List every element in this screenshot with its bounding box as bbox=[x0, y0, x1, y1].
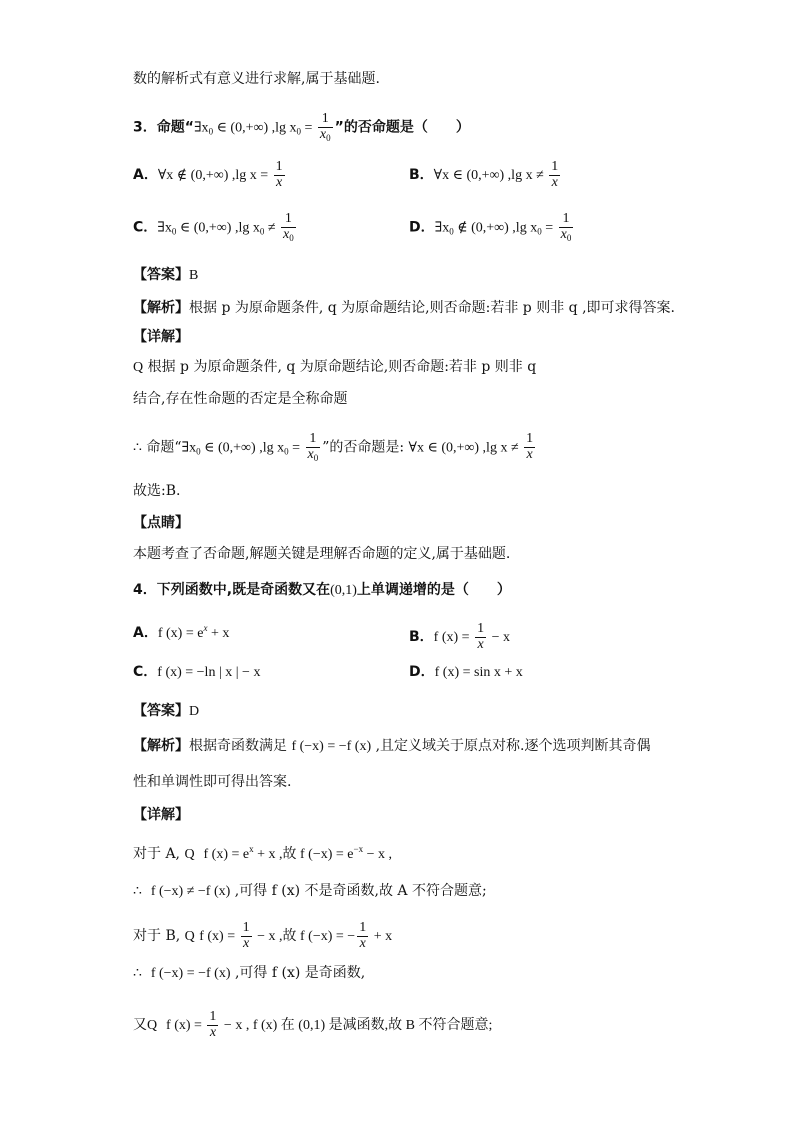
detail-line-3: ∴ 命题“$\exists x_0$ ∈ (0,+∞) ,lg $x_0$ = $\frac{1}{x_0}$ ”的否命题是: ∀x ∈ (0,+∞) ,lg x ≠ $\frac{1}{x}$ bbox=[133, 431, 534, 463]
option-b[interactable]: B．∀x ∈ (0,+∞) ,lg x ≠ $\frac{1}{x}$ bbox=[409, 159, 559, 190]
comment-heading: 【点睛】 bbox=[133, 515, 189, 531]
question-3-stem: 3．命题“$\exists x_0$ ∈ (0,+∞) ,lg $x_0$ = $\frac{1}{x_0}$ ”的否命题是（ ） bbox=[133, 111, 470, 143]
detail-heading: 【详解】 bbox=[133, 807, 189, 823]
option-d[interactable]: D．$\exists x_0$ ∉ (0,+∞) ,lg $x_0$ = $\frac{1}{x_0}$ bbox=[409, 211, 572, 243]
detail-line-2: 结合,存在性命题的否定是全称命题 bbox=[133, 391, 348, 407]
because-symbol: Q bbox=[133, 360, 144, 375]
fraction: $\frac{1}{x_0}$ bbox=[319, 111, 331, 143]
option-a[interactable]: A．f $(x) = e^x + x$ bbox=[133, 623, 230, 641]
detail-line-a2: ∴ f (−x) ≠ −f (x) ,可得 f (x) 不是奇函数,故 A 不符合题意; bbox=[133, 883, 487, 899]
option-c[interactable]: C．$\exists x_0$ ∈ (0,+∞) ,lg $x_0$ ≠ $\frac{1}{x_0}$ bbox=[133, 211, 294, 243]
detail-line-b3: 又Q f (x) = $\frac{1}{x}$ − x , f (x) 在 (0,1) 是减函数,故 B 不符合题意; bbox=[133, 1009, 493, 1040]
question-4-stem: 4．下列函数中,既是奇函数又在(0,1)上单调递增的是（ ） bbox=[133, 582, 511, 598]
detail-line-b2: ∴ f (−x) = −f (x) ,可得 f (x) 是奇函数, bbox=[133, 965, 366, 981]
paragraph-continuation: 数的解析式有意义进行求解,属于基础题. bbox=[133, 71, 380, 87]
detail-line-b1: 对于 B, Q f (x) = $\frac{1}{x}$ − x ,故 f (−x) = − $\frac{1}{x}$ + x bbox=[133, 920, 393, 951]
answer-line: 【答案】D bbox=[133, 703, 200, 719]
detail-heading: 【详解】 bbox=[133, 329, 189, 345]
answer-line: 【答案】B bbox=[133, 267, 199, 283]
because-symbol: Q bbox=[184, 929, 195, 945]
option-a[interactable]: A．∀x ∉ (0,+∞) ,lg x = $\frac{1}{x}$ bbox=[133, 159, 283, 190]
answer-value: D bbox=[189, 704, 200, 719]
analysis-line-1: 【解析】根据奇函数满足 f (−x) = −f (x) ,且定义域关于原点对称.逐个选项判断其奇偶 bbox=[133, 738, 651, 754]
detail-line-1: Q 根据 p 为原命题条件, q 为原命题结论,则否命题:若非 p 则非 q bbox=[133, 359, 537, 375]
detail-line-a1: 对于 A, Q f $(x) = e^x + x$ ,故 f $(-x) = e^{-x} - x$ , bbox=[133, 844, 392, 862]
option-c[interactable]: C．f (x) = −ln | x | − x bbox=[133, 664, 261, 680]
option-b[interactable]: B．f (x) = $\frac{1}{x}$ − x bbox=[409, 621, 510, 652]
question-number: 3． bbox=[133, 119, 157, 136]
conclusion-line: 故选:B. bbox=[133, 483, 181, 499]
option-d[interactable]: D．f (x) = sin x + x bbox=[409, 664, 523, 680]
analysis-line-2: 性和单调性即可得出答案. bbox=[133, 774, 292, 790]
comment-line: 本题考查了否命题,解题关键是理解否命题的定义,属于基础题. bbox=[133, 546, 511, 562]
because-symbol: Q bbox=[184, 847, 195, 862]
answer-value: B bbox=[189, 268, 199, 283]
analysis-line: 【解析】根据 p 为原命题条件, q 为原命题结论,则否命题:若非 p 则非 q ,即可求得答案. bbox=[133, 300, 675, 316]
because-symbol: Q bbox=[147, 1018, 158, 1034]
